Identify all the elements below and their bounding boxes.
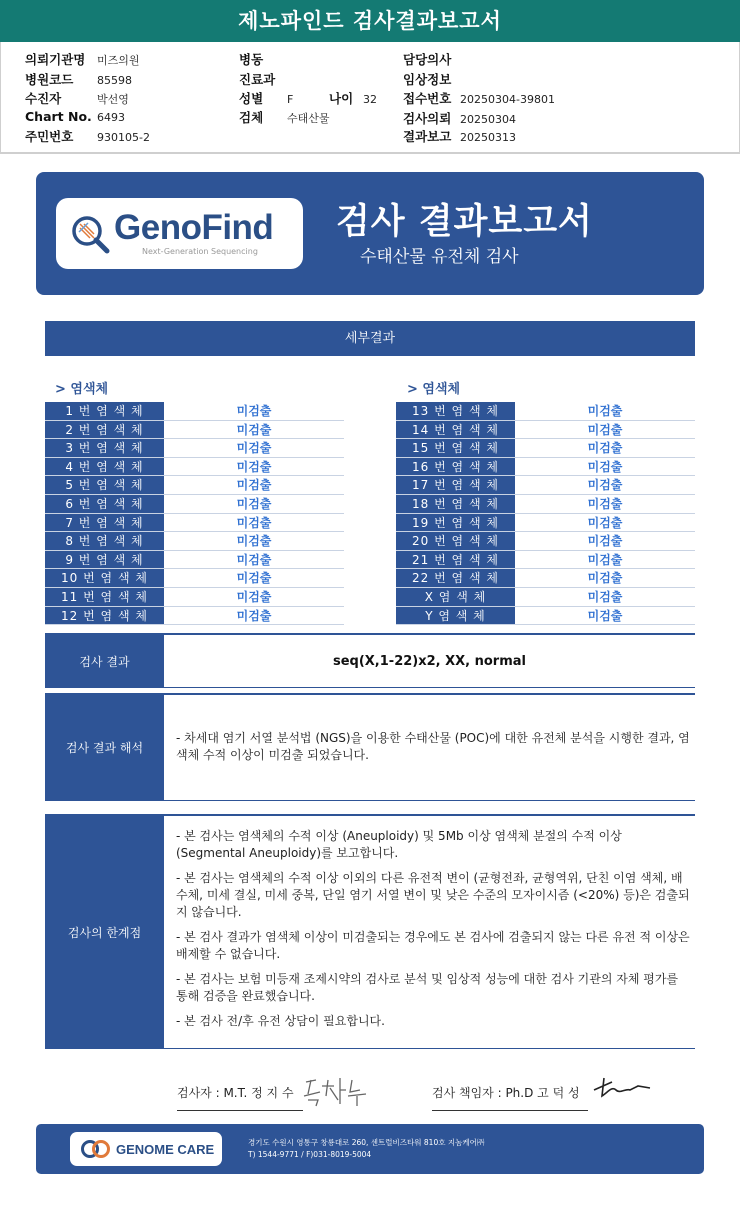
chromosome-result: 미검출: [587, 608, 623, 623]
doctor-row: [403, 50, 451, 70]
chromosome-label: 8 번 염 색 체: [45, 532, 164, 550]
patient-row: [25, 89, 129, 109]
chart-row: [25, 109, 125, 129]
patient-info-box: [0, 42, 740, 154]
chromosome-label: 13 번 염 색 체: [396, 402, 515, 420]
ward-row: [239, 50, 263, 70]
chromosome-label: 9 번 염 색 체: [45, 551, 164, 569]
id-label: 주민번호: [25, 129, 74, 144]
chromosome-row: [45, 569, 344, 588]
left-column-heading: > 염색체: [55, 382, 109, 397]
chromosome-result: 미검출: [587, 496, 623, 511]
chromosome-result: 미검출: [236, 404, 272, 418]
chromosome-result: 미검출: [236, 552, 272, 567]
doctor-label: 담당의사: [403, 52, 452, 67]
id-value: 930105-2: [97, 131, 150, 144]
specimen-value: 수태산물: [287, 112, 330, 125]
chromosome-label: 1 번 염 색 체: [45, 402, 164, 420]
receipt-label: 접수번호: [403, 91, 452, 106]
chromosome-row: [396, 569, 695, 588]
manager-signature-label: 검사 책임자 : Ph.D 고 덕 성: [432, 1086, 580, 1100]
chromosome-label: Y 염 색 체: [396, 607, 515, 625]
age-value: 32: [363, 93, 377, 106]
banner-title: 검사 결과보고서: [336, 202, 593, 242]
test-result-body: [164, 635, 695, 687]
chromosome-result: 미검출: [236, 478, 272, 493]
chromosome-label: 3 번 염 색 체: [45, 439, 164, 457]
genome-care-logo-icon: [80, 1139, 112, 1159]
footer-contact-line: T) 1544-9771 / F)031-8019-5004: [248, 1150, 372, 1159]
chromosome-label: 17 번 염 색 체: [396, 476, 515, 494]
chromosome-table-left: [45, 402, 344, 625]
chromosome-result: 미검출: [587, 515, 623, 530]
limitations-body: [164, 816, 695, 1048]
footer-address-line1: 경기도 수원시 영통구 창룡대로 260, 센트럴비즈타워 810호 지놈케어㈜: [248, 1138, 485, 1147]
chromosome-result: 미검출: [587, 478, 623, 493]
sex-label: 성별: [239, 91, 264, 106]
sex-value: F: [287, 93, 294, 106]
chromosome-row: [396, 588, 695, 607]
chromosome-label: 7 번 염 색 체: [45, 514, 164, 532]
test-result-value: seq(X,1-22)x2, XX, normal: [332, 653, 526, 669]
manager-signature-image: [590, 1072, 654, 1102]
chromosome-label: X 염 색 체: [396, 588, 515, 606]
ward-label: 병동: [239, 52, 264, 67]
chromosome-result: 미검출: [236, 422, 272, 437]
request-row: [403, 109, 516, 129]
chromosome-result: 미검출: [587, 552, 623, 567]
chromosome-result: 미검출: [587, 422, 623, 437]
chromosome-result: 미검출: [236, 608, 272, 623]
chromosome-result: 미검출: [236, 534, 272, 549]
chromosome-label: 5 번 염 색 체: [45, 476, 164, 494]
chromosome-row: [45, 532, 344, 551]
genome-care-logo: [70, 1132, 222, 1166]
chromosome-row: [396, 439, 695, 458]
chromosome-label: 22 번 염 색 체: [396, 569, 515, 587]
limitation-item-4: - 본 검사는 보험 미등재 조제시약의 검사로 분석 및 임상적 성능에 대한 검사 기관의 자체 평가를 통해 검증을 완료했습니다.: [176, 972, 679, 1003]
chromosome-label: 4 번 염 색 체: [45, 458, 164, 476]
report-row: [403, 127, 516, 147]
chromosome-label: 2 번 염 색 체: [45, 421, 164, 439]
tester-signature-label: 검사자 : M.T. 정 지 수: [177, 1086, 294, 1100]
id-row: [25, 127, 150, 147]
chromosome-row: [45, 402, 344, 421]
chromosome-row: [45, 551, 344, 570]
report-label: 결과보고: [403, 129, 452, 144]
logo-wordmark: GenoFind: [114, 208, 274, 247]
age-label: 나이: [329, 91, 354, 106]
hospital-code-row: [25, 70, 132, 90]
chromosome-row: [45, 458, 344, 477]
chromosome-result: 미검출: [236, 441, 272, 456]
chromosome-row: [396, 421, 695, 440]
banner-subtitle: 수태산물 유전체 검사: [360, 247, 519, 267]
chromosome-row: [396, 532, 695, 551]
chromosome-row: [45, 476, 344, 495]
chromosome-result: 미검출: [236, 589, 272, 604]
right-column-heading: > 염색체: [407, 382, 461, 397]
manager-signature-line: [432, 1110, 588, 1111]
hospital-code-label: 병원코드: [25, 72, 74, 87]
chromosome-row: [45, 588, 344, 607]
limitation-item-5: - 본 검사 전/후 유전 상담이 필요합니다.: [176, 1014, 385, 1028]
chromosome-label: 18 번 염 색 체: [396, 495, 515, 513]
chromosome-row: [396, 495, 695, 514]
limitations-label: 검사의 한계점: [45, 816, 164, 1048]
tester-signature-image: [300, 1074, 370, 1108]
chromosome-result: 미검출: [587, 589, 623, 604]
chromosome-label: 12 번 염 색 체: [45, 607, 164, 625]
chromosome-row: [45, 607, 344, 626]
logo-tagline: Next-Generation Sequencing: [142, 247, 258, 256]
clinical-label: 임상정보: [403, 72, 452, 87]
report-header-title: 제노파인드 검사결과보고서: [0, 0, 740, 42]
chart-label: Chart No.: [25, 109, 92, 124]
chromosome-row: [396, 458, 695, 477]
limitations-block: [45, 814, 695, 1049]
chromosome-result: 미검출: [587, 534, 623, 549]
footer-address: [248, 1137, 484, 1161]
interpretation-label: 검사 결과 해석: [45, 695, 164, 800]
specimen-label: 검체: [239, 110, 264, 125]
genofind-logo: [56, 198, 303, 269]
chromosome-row: [45, 495, 344, 514]
chart-value: 6493: [97, 111, 125, 124]
sex-age-row: [239, 89, 377, 109]
clinical-row: [403, 70, 451, 90]
magnifier-dna-icon: [68, 212, 112, 256]
chromosome-label: 20 번 염 색 체: [396, 532, 515, 550]
chromosome-label: 14 번 염 색 체: [396, 421, 515, 439]
hospital-code-value: 85598: [97, 74, 132, 87]
patient-label: 수진자: [25, 91, 62, 106]
chromosome-row: [396, 551, 695, 570]
chromosome-label: 11 번 염 색 체: [45, 588, 164, 606]
interpretation-block: [45, 693, 695, 801]
requester-value: 미즈의원: [97, 54, 140, 67]
report-banner: [36, 172, 704, 295]
chromosome-label: 6 번 염 색 체: [45, 495, 164, 513]
genome-care-wordmark: GENOME CARE: [116, 1142, 215, 1157]
chromosome-row: [45, 439, 344, 458]
chromosome-result: 미검출: [587, 404, 623, 418]
receipt-value: 20250304-39801: [460, 93, 555, 106]
test-result-block: [45, 633, 695, 688]
tester-signature-line: [177, 1110, 303, 1111]
receipt-row: [403, 89, 555, 109]
limitation-item-2: - 본 검사는 염색체의 수적 이상 이외의 다른 유전적 변이 (균형전좌, 균형역위, 단친 이염 색체, 배수체, 미세 결실, 미세 중복, 단일 염기 서열 변이 및 낮은 수준의 모자이시즘 (<20%) 등)은 검출되지 않습니다.: [176, 871, 690, 919]
chromosome-result: 미검출: [587, 459, 623, 474]
limitation-item-3: - 본 검사 결과가 염색체 이상이 미검출되는 경우에도 본 검사에 검출되지 않는 다른 유전 적 이상은 배제할 수 없습니다.: [176, 930, 690, 961]
dept-row: [239, 70, 275, 90]
chromosome-row: [396, 607, 695, 626]
chromosome-row: [45, 514, 344, 533]
specimen-row: [239, 108, 330, 128]
requester-label: 의뢰기관명: [25, 52, 86, 67]
chromosome-label: 21 번 염 색 체: [396, 551, 515, 569]
patient-value: 박선영: [97, 93, 129, 106]
chromosome-result: 미검출: [236, 496, 272, 511]
chromosome-label: 16 번 염 색 체: [396, 458, 515, 476]
chromosome-result: 미검출: [587, 441, 623, 456]
chromosome-result: 미검출: [587, 571, 623, 586]
chromosome-label: 15 번 염 색 체: [396, 439, 515, 457]
chromosome-result: 미검출: [236, 459, 272, 474]
chromosome-row: [396, 514, 695, 533]
chromosome-row: [396, 476, 695, 495]
requester-row: [25, 50, 140, 70]
footer-bar: [36, 1124, 704, 1174]
interpretation-text: - 차세대 염기 서열 분석법 (NGS)을 이용한 수태산물 (POC)에 대한 유전체 분석을 시행한 결과, 염색체 수적 이상이 미검출 되었습니다.: [176, 731, 690, 762]
chromosome-table-right: [396, 402, 695, 625]
limitation-item-1: - 본 검사는 염색체의 수적 이상 (Aneuploidy) 및 5Mb 이상 염색체 분절의 수적 이상 (Segmental Aneuploidy)를 보고합니다.: [176, 829, 622, 860]
chromosome-row: [396, 402, 695, 421]
chromosome-label: 19 번 염 색 체: [396, 514, 515, 532]
request-label: 검사의뢰: [403, 111, 452, 126]
report-value: 20250313: [460, 131, 516, 144]
test-result-label: 검사 결과: [45, 635, 164, 687]
request-value: 20250304: [460, 113, 516, 126]
chromosome-label: 10 번 염 색 체: [45, 569, 164, 587]
dept-label: 진료과: [239, 72, 276, 87]
detail-section-title: 세부결과: [45, 321, 695, 356]
chromosome-result: 미검출: [236, 515, 272, 530]
interpretation-body: [164, 695, 695, 800]
chromosome-row: [45, 421, 344, 440]
chromosome-result: 미검출: [236, 571, 272, 586]
